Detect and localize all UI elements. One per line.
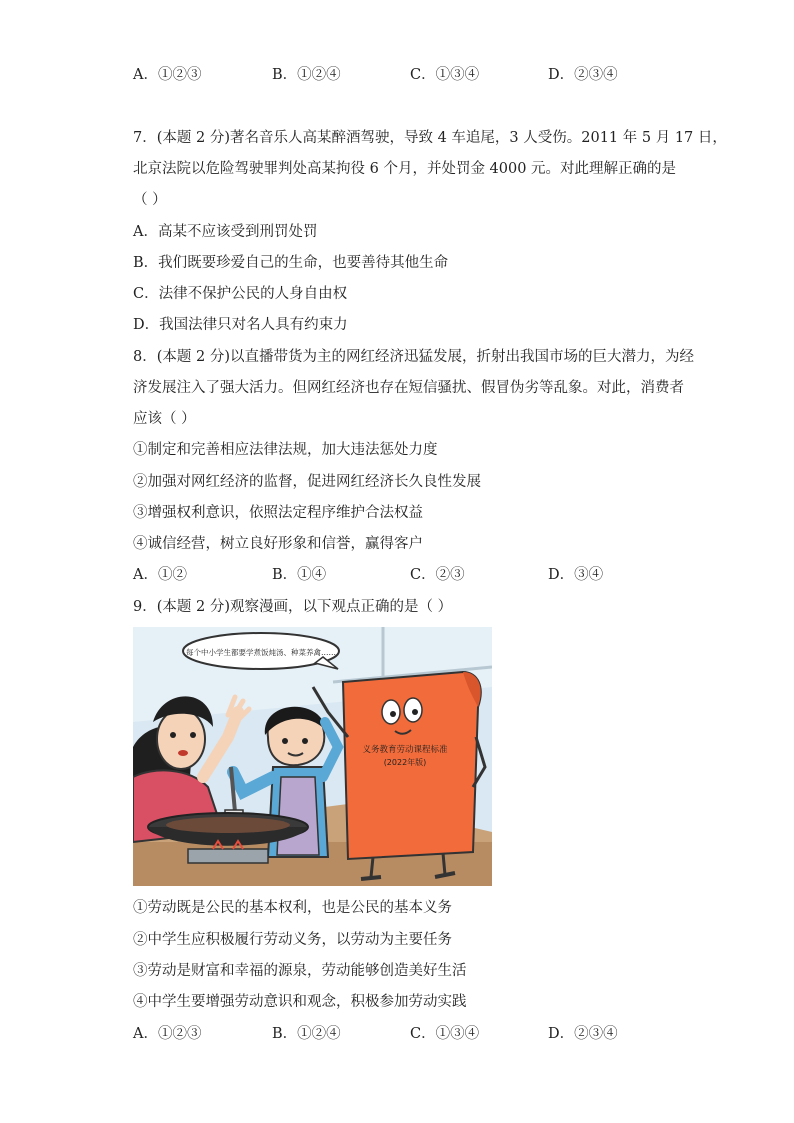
poster-edition: (2022年版) <box>383 758 427 767</box>
q6-option-c[interactable]: C．①③④ <box>410 67 480 83</box>
q8-stem-line-1: 8．(本题 2 分)以直播带货为主的网红经济迅猛发展，折射出我国市场的巨大潜力，为经 <box>133 349 694 365</box>
q9-option-b[interactable]: B．①②④ <box>272 1026 341 1042</box>
q8-statement-3: ③增强权利意识，依照法定程序维护合法权益 <box>133 505 423 521</box>
q8-stem-line-3: 应该（ ） <box>133 411 196 427</box>
q9-options <box>133 1024 693 1044</box>
q8-option-d[interactable]: D．③④ <box>548 567 604 583</box>
q8-option-c[interactable]: C．②③ <box>410 567 465 583</box>
q9-option-a[interactable]: A．①②③ <box>133 1026 202 1042</box>
q9-option-d[interactable]: D．②③④ <box>548 1026 618 1042</box>
poster-title: 义务教育劳动课程标准 <box>362 745 448 755</box>
q6-option-d[interactable]: D．②③④ <box>548 67 618 83</box>
q9-statement-3: ③劳动是财富和幸福的源泉，劳动能够创造美好生活 <box>133 963 467 979</box>
q8-statement-2: ②加强对网红经济的监督，促进网红经济长久良性发展 <box>133 474 481 490</box>
q6-options <box>133 65 693 85</box>
q7-option-d[interactable]: D．我国法律只对名人具有约束力 <box>133 317 348 333</box>
q9-option-c[interactable]: C．①③④ <box>410 1026 480 1042</box>
q8-statement-1: ①制定和完善相应法律法规，加大违法惩处力度 <box>133 442 438 458</box>
speech-bubble-text: 每个中小学生都要学煮饭炖汤、种菜养禽…… <box>186 648 336 657</box>
q8-stem-line-2: 济发展注入了强大活力。但网红经济也存在短信骚扰、假冒伪劣等乱象。对此，消费者 <box>133 380 684 396</box>
q7-stem-line-1: 7．(本题 2 分)著名音乐人高某醉酒驾驶，导致 4 车追尾，3 人受伤。2011 年 5 月 17 日， <box>133 130 727 146</box>
q9-statement-4: ④中学生要增强劳动意识和观念，积极参加劳动实践 <box>133 994 467 1010</box>
stove <box>188 849 268 863</box>
q7-option-c[interactable]: C．法律不保护公民的人身自由权 <box>133 286 348 302</box>
q8-option-b[interactable]: B．①④ <box>272 567 327 583</box>
labor-education-comic <box>133 627 492 886</box>
q6-option-a[interactable]: A．①②③ <box>133 67 202 83</box>
q8-options <box>133 565 693 585</box>
q8-option-a[interactable]: A．①② <box>133 567 187 583</box>
q7-stem-line-2: 北京法院以危险驾驶罪判处高某拘役 6 个月，并处罚金 4000 元。对此理解正确的是 <box>133 161 677 177</box>
q9-stem: 9．(本题 2 分)观察漫画，以下观点正确的是（ ） <box>133 599 453 615</box>
q7-option-a[interactable]: A．高某不应该受到刑罚处罚 <box>133 224 318 240</box>
q8-statement-4: ④诚信经营，树立良好形象和信誉，赢得客户 <box>133 536 423 552</box>
q7-option-b[interactable]: B．我们既要珍爱自己的生命，也要善待其他生命 <box>133 255 449 271</box>
q9-statement-2: ②中学生应积极履行劳动义务，以劳动为主要任务 <box>133 932 452 948</box>
q9-statement-1: ①劳动既是公民的基本权利，也是公民的基本义务 <box>133 900 452 916</box>
q7-stem-line-3: （ ） <box>133 192 167 208</box>
q6-option-b[interactable]: B．①②④ <box>272 67 341 83</box>
